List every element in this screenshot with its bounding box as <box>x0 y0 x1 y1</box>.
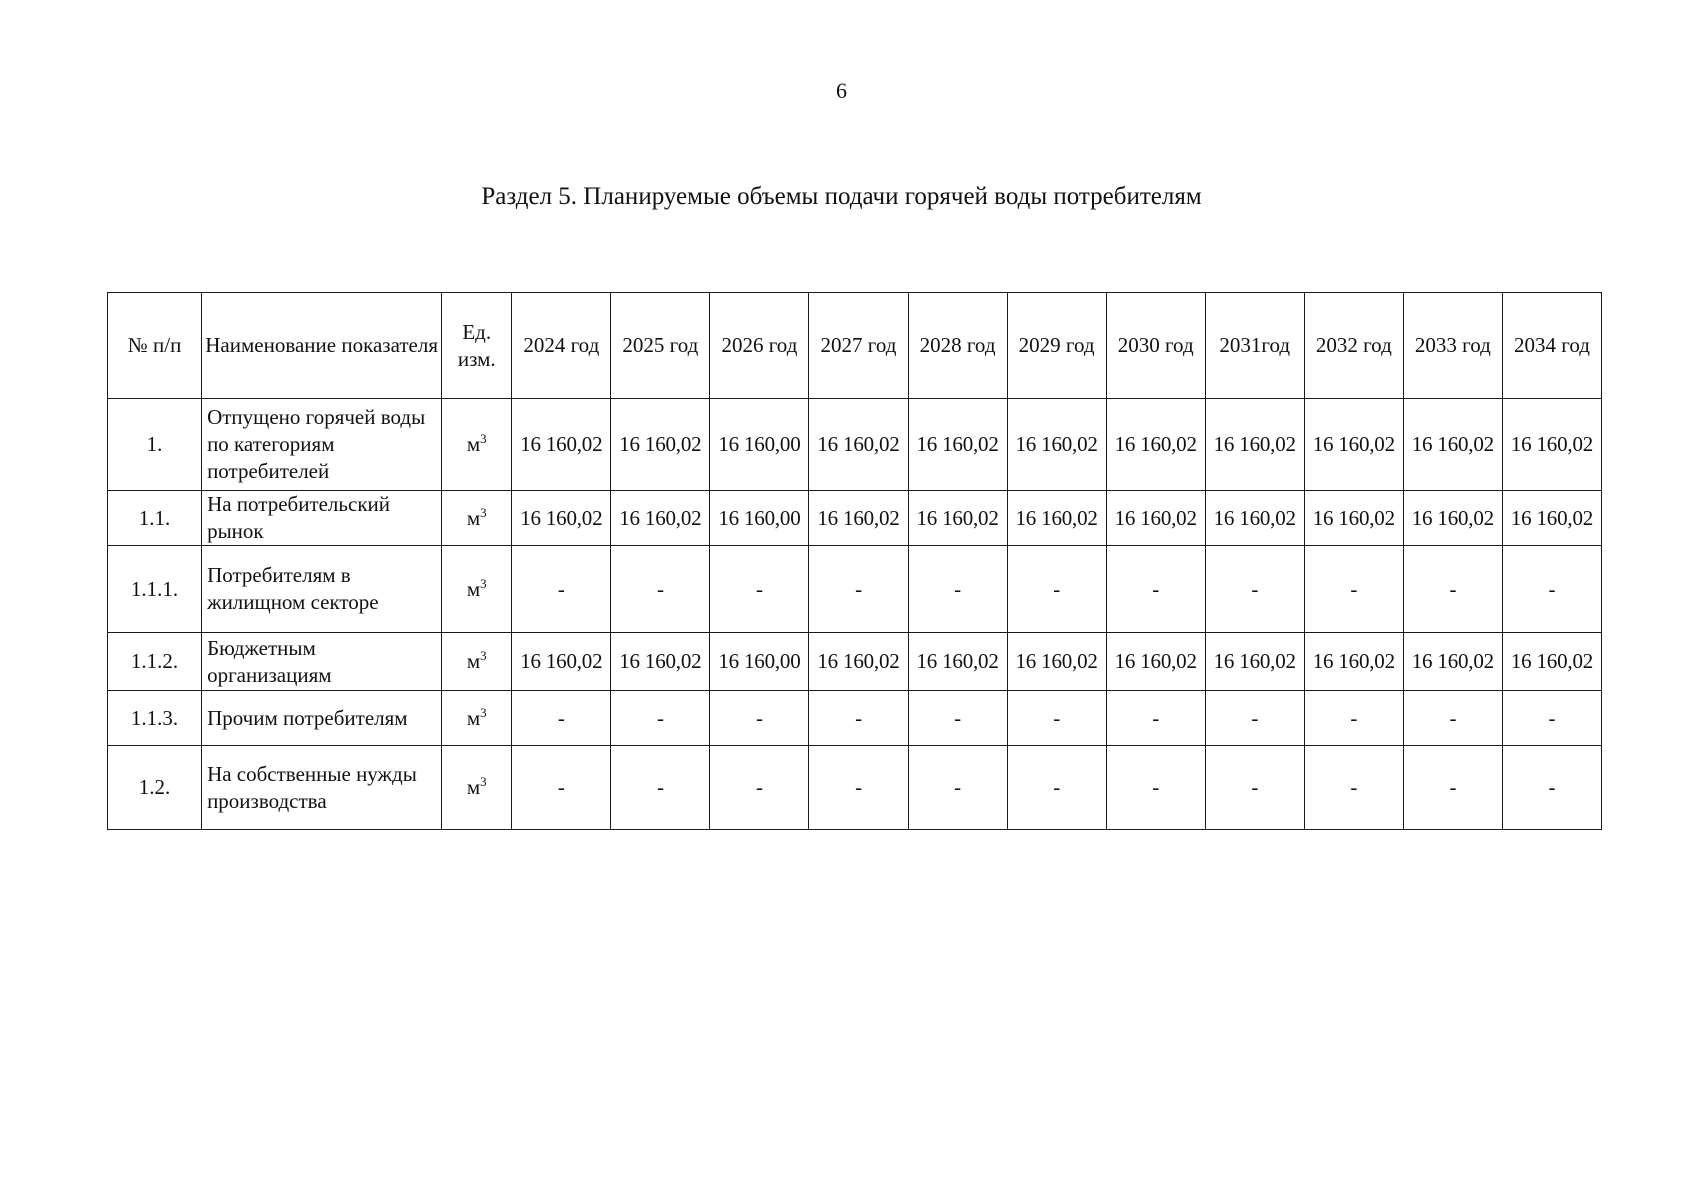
value-cell: - <box>710 691 809 746</box>
value-cell: - <box>1403 746 1502 830</box>
section-title: Раздел 5. Планируемые объемы подачи горячей воды потребителям <box>481 183 1202 210</box>
value-cell: 16 160,02 <box>512 633 611 691</box>
value-cell: - <box>809 746 908 830</box>
row-unit <box>442 746 512 830</box>
value-cell: - <box>908 746 1007 830</box>
header-year: 2032 год <box>1304 293 1403 399</box>
header-year: 2031год <box>1205 293 1304 399</box>
value-cell: 16 160,02 <box>1403 491 1502 546</box>
row-name: На собственные нужды производства <box>202 746 442 830</box>
row-number: 1.1.3. <box>108 691 202 746</box>
header-year: 2027 год <box>809 293 908 399</box>
row-number: 1. <box>108 399 202 491</box>
value-cell: - <box>512 546 611 633</box>
value-cell: - <box>1304 546 1403 633</box>
table-row <box>108 633 1602 691</box>
value-cell: - <box>1403 691 1502 746</box>
value-cell: - <box>611 546 710 633</box>
value-cell: 16 160,02 <box>1007 633 1106 691</box>
value-cell: - <box>710 546 809 633</box>
value-cell: 16 160,02 <box>1205 399 1304 491</box>
unit-superscript: 3 <box>480 648 487 663</box>
table-row <box>108 691 1602 746</box>
value-cell: 16 160,02 <box>1106 491 1205 546</box>
value-cell: - <box>611 691 710 746</box>
value-cell: 16 160,02 <box>809 399 908 491</box>
value-cell: 16 160,02 <box>1502 633 1601 691</box>
value-cell: 16 160,02 <box>512 399 611 491</box>
table-header-row <box>108 293 1602 399</box>
value-cell: 16 160,02 <box>1007 399 1106 491</box>
header-num: № п/п <box>108 293 202 399</box>
value-cell: - <box>908 691 1007 746</box>
header-year: 2029 год <box>1007 293 1106 399</box>
value-cell: - <box>1502 746 1601 830</box>
value-cell: 16 160,00 <box>710 399 809 491</box>
unit-text: м <box>466 505 481 530</box>
value-cell: 16 160,02 <box>1304 399 1403 491</box>
value-cell: - <box>1205 546 1304 633</box>
row-unit <box>442 491 512 546</box>
table-row <box>108 746 1602 830</box>
value-cell: - <box>1502 546 1601 633</box>
unit-superscript: 3 <box>480 774 487 789</box>
unit-text: м <box>466 432 481 456</box>
header-year: 2034 год <box>1502 293 1601 399</box>
value-cell: - <box>1007 691 1106 746</box>
value-cell: 16 160,00 <box>710 491 809 546</box>
hot-water-supply-table <box>107 292 1602 830</box>
unit-superscript: 3 <box>480 704 487 720</box>
header-year: 2033 год <box>1403 293 1502 399</box>
row-name: Бюджетным организациям <box>202 633 442 691</box>
row-unit <box>442 546 512 633</box>
value-cell: 16 160,02 <box>1304 491 1403 546</box>
header-year: 2025 год <box>611 293 710 399</box>
value-cell: - <box>809 691 908 746</box>
row-name: Прочим потребителям <box>202 691 442 746</box>
page-number: 6 <box>836 78 847 103</box>
value-cell: - <box>908 546 1007 633</box>
value-cell: - <box>512 691 611 746</box>
header-year: 2024 год <box>512 293 611 399</box>
row-name: Потребителям в жилищном секторе <box>202 546 442 633</box>
value-cell: 16 160,02 <box>809 491 908 546</box>
value-cell: 16 160,02 <box>1205 633 1304 691</box>
row-name: Отпущено горячей воды по категориям потребителей <box>202 399 442 491</box>
row-number: 1.1.1. <box>108 546 202 633</box>
value-cell: - <box>1304 691 1403 746</box>
unit-superscript: 3 <box>480 575 487 591</box>
value-cell: - <box>710 746 809 830</box>
row-name: На потребительский рынок <box>202 491 442 546</box>
value-cell: - <box>1502 691 1601 746</box>
value-cell: 16 160,02 <box>1502 399 1601 491</box>
row-number: 1.2. <box>108 746 202 830</box>
value-cell: - <box>1106 746 1205 830</box>
row-unit <box>442 399 512 491</box>
value-cell: 16 160,02 <box>908 399 1007 491</box>
value-cell: - <box>1106 546 1205 633</box>
value-cell: 16 160,02 <box>611 633 710 691</box>
value-cell: - <box>1205 746 1304 830</box>
header-name: Наименование показателя <box>202 293 442 399</box>
table-row <box>108 546 1602 633</box>
unit-superscript: 3 <box>480 431 487 446</box>
value-cell: 16 160,02 <box>611 399 710 491</box>
value-cell: 16 160,02 <box>611 491 710 546</box>
value-cell: - <box>1106 691 1205 746</box>
unit-text: м <box>466 576 481 601</box>
value-cell: 16 160,02 <box>1403 633 1502 691</box>
header-year: 2026 год <box>710 293 809 399</box>
unit-superscript: 3 <box>480 504 487 520</box>
value-cell: - <box>512 746 611 830</box>
value-cell: 16 160,00 <box>710 633 809 691</box>
value-cell: 16 160,02 <box>1403 399 1502 491</box>
value-cell: 16 160,02 <box>908 491 1007 546</box>
value-cell: 16 160,02 <box>1007 491 1106 546</box>
row-unit <box>442 633 512 691</box>
header-year: 2030 год <box>1106 293 1205 399</box>
value-cell: 16 160,02 <box>908 633 1007 691</box>
value-cell: - <box>809 546 908 633</box>
header-year: 2028 год <box>908 293 1007 399</box>
table-row <box>108 491 1602 546</box>
unit-text: м <box>466 705 481 730</box>
table-row <box>108 399 1602 491</box>
value-cell: - <box>1403 546 1502 633</box>
row-number: 1.1. <box>108 491 202 546</box>
row-number: 1.1.2. <box>108 633 202 691</box>
header-unit: Ед. изм. <box>442 293 512 399</box>
value-cell: 16 160,02 <box>1106 633 1205 691</box>
value-cell: - <box>1304 746 1403 830</box>
unit-text: м <box>466 649 481 673</box>
value-cell: - <box>1007 746 1106 830</box>
row-unit <box>442 691 512 746</box>
value-cell: 16 160,02 <box>1106 399 1205 491</box>
value-cell: - <box>611 746 710 830</box>
value-cell: 16 160,02 <box>809 633 908 691</box>
unit-text: м <box>466 775 481 799</box>
value-cell: - <box>1007 546 1106 633</box>
value-cell: 16 160,02 <box>1205 491 1304 546</box>
value-cell: 16 160,02 <box>1502 491 1601 546</box>
value-cell: - <box>1205 691 1304 746</box>
value-cell: 16 160,02 <box>512 491 611 546</box>
value-cell: 16 160,02 <box>1304 633 1403 691</box>
